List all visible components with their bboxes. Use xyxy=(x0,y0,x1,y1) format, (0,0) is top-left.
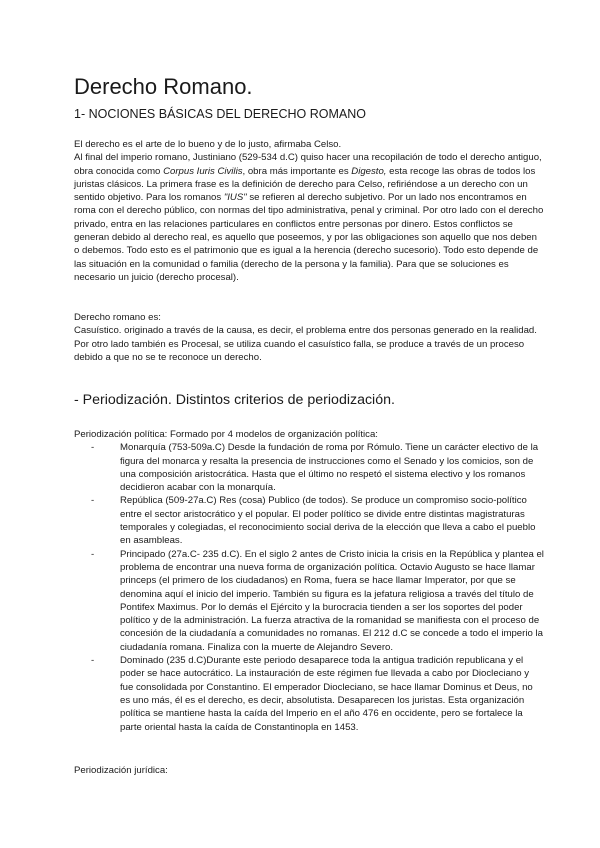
list-item xyxy=(74,654,544,734)
bullet-dash-icon: - xyxy=(91,495,95,507)
politica-heading: Periodización política: Formado por 4 modelos de organización política: xyxy=(74,429,378,440)
list-item-text: Monarquía (753-509a.C) Desde la fundación de roma por Rómulo. Tiene un carácter electivo de la figura del monarca y resalta la presencia de instrucciones como el Senado y los comicios, son de una composición aristocrática. Hasta que el último no respetó el sistema electivo y los romanos decidieron acabar con la monarquía. xyxy=(120,442,539,494)
document-title: Derecho Romano. xyxy=(74,74,253,99)
bullet-dash-icon: - xyxy=(91,655,95,667)
intro-italic-digesto: Digesto, xyxy=(351,165,387,177)
intro-text-c: esta recoge las obras de todos los juristas clásicos. La primera frase es la definición de derecho para Celso, refiriéndose a un derecho con un sentido objetivo. Para los romanos xyxy=(74,165,536,204)
intro-text-d: se refieren al derecho subjetivo. Por un lado nos encontramos en roma con el derecho público, con normas del tipo administrativa, penal y criminal. Por otro lado con el derecho privado, entra en las relaciones particulares en conflictos entre personas por dinero. Estos conflictos se generan debido al derecho real, es aquello que poseemos, y por las obligaciones son aquello que nos deben o debemos. Todo esto es el patrimonio que es igual a la herencia (derecho sucesorio). Todo esto depende de las situación en la comunidad o familia (derecho de la persona y la familia). Para que se soluciones es necesario un juicio (derecho procesal). xyxy=(74,192,544,283)
list-item-text: Dominado (235 d.C)Durante este periodo desaparece toda la antigua tradición republicana y el poder se hace autocrático. La instauración de este régimen fue llevada a cabo por Diocleciano y fue consolidada por Constantino. El emperador Diocleciano, se hace llamar Dominus et Deus, no es uno más, él es el derecho, es decir, absolutista. Desaparecen los juristas. Esta organización política se mantiene hasta la caída del Imperio en el año 476 en occidente, pero se fortalece la parte oriental hasta la caída de Constantinopla en 1453. xyxy=(120,655,533,733)
politica-list xyxy=(74,441,544,734)
list-item xyxy=(74,548,544,654)
intro-text-a: Al final del imperio romano, Justiniano (529-534 d.C) quiso hacer una recopilación de todo el derecho antiguo, obra conocida como xyxy=(74,152,542,177)
list-item xyxy=(74,494,544,547)
bullet-dash-icon: - xyxy=(91,442,95,454)
intro-text-b: , obra más importante es xyxy=(242,165,352,177)
list-item-text: Principado (27a.C- 235 d.C). En el siglo 2 antes de Cristo inicia la crisis en la República y plantea el problema de encontrar una nueva forma de organización política. Octavio Augusto se hace llamar princeps (el primero de los ciudadanos) en Roma, fuera se hace llamar Imperator, por que se denomina aquí el inicio del imperio. También su figura es la jefatura religiosa a través del título de Pontifex Maximus. Por lo demás el Ejército y la burocracia tienden a ser los soportes del poder político y de la administración. La fuerza atractiva de la romanidad se manifiesta con el proceso de concesión de la ciudadanía a comunidades no romanas. El 212 d.C se concede a todo el imperio la ciudadanía romana. Finaliza con la muerte de Alejandro Severo. xyxy=(120,548,544,653)
intro-italic-corpus: Corpus Iuris Civilis xyxy=(163,165,243,177)
derecho-romano-text: Casuístico. originado a través de la causa, es decir, el problema entre dos personas generado en la realidad. Por otro lado también es Procesal, se utiliza cuando el casuístico falla, se produce a través de un proceso debido a que no se te reconoce un derecho. xyxy=(74,325,537,363)
list-item-text: República (509-27a.C) Res (cosa) Publico (de todos). Se produce un compromiso socio-político entre el sector aristocrático y el popular. El poder político se divide entre distintas magistraturas temporales y colegiadas, el reconocimiento social deriva de la elección que lleva a cabo el pueblo en asambleas. xyxy=(120,495,536,547)
bullet-dash-icon: - xyxy=(91,548,95,560)
periodizacion-juridica-section xyxy=(74,764,544,777)
document-subtitle: 1- NOCIONES BÁSICAS DEL DERECHO ROMANO xyxy=(74,107,366,121)
intro-paragraph-2 xyxy=(74,151,544,284)
derecho-romano-section xyxy=(74,311,544,364)
list-item xyxy=(74,441,544,494)
intro-paragraph-1: El derecho es el arte de lo bueno y de lo justo, afirmaba Celso. xyxy=(74,139,342,150)
juridica-heading: Periodización jurídica: xyxy=(74,765,168,776)
derecho-romano-heading: Derecho romano es: xyxy=(74,312,161,323)
intro-section xyxy=(74,138,544,284)
periodizacion-politica-section xyxy=(74,428,544,734)
periodizacion-heading: - Periodización. Distintos criterios de periodización. xyxy=(74,392,395,408)
intro-italic-ius: "IUS" xyxy=(223,192,247,204)
